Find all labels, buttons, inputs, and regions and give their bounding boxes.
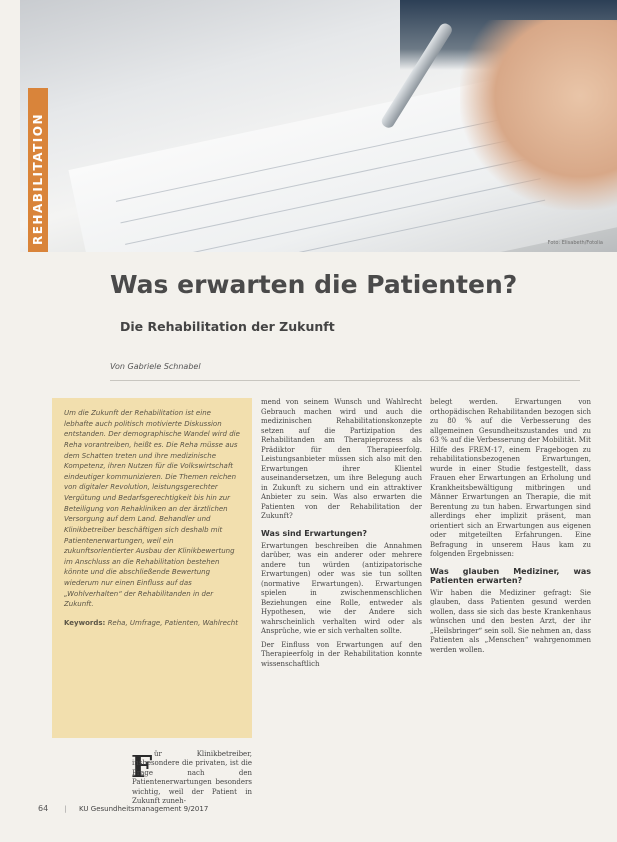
keywords <box>64 618 240 629</box>
journal-name: KU Gesundheitsmanagement 9/2017 <box>79 805 209 813</box>
col2-heading-1: Was sind Erwartungen? <box>261 528 368 538</box>
keywords-value: Reha, Umfrage, Patienten, Wahlrecht <box>107 618 238 627</box>
article-title: Was erwarten die Patienten? <box>110 270 518 299</box>
drop-cap: F <box>131 750 153 785</box>
keywords-label: Keywords: <box>64 618 106 627</box>
col3-paragraph-2: Wir haben die Mediziner gefragt: Sie glauben, dass Patienten gesund werden wollen, dass sie sich das beste Krankenhaus wünschen und den besten Arzt, der ihr „Heilsbringer“ sein soll. Sie nehmen an, dass Patienten als „Menschen“ wahrgenommen werden wollen. <box>430 588 591 654</box>
col2-paragraph-1: mend von seinem Wunsch und Wahlrecht Gebrauch machen wird und auch die medizinischen Rehabilitationskonzepte setzen auf die Partizipation des Rehabilitanden am Therapieprozess als Prädiktor für den Therapieerfolg. Leistungsanbieter müssen sich also mit den Erwartungen ihrer Klientel auseinandersetzen, um ihre Belegung auch in Zukunft zu sichern und ein attraktiver Anbieter zu sein. Was also erwarten die Patienten von der Rehabilitation der Zukunft? <box>261 398 422 521</box>
article-author: Von Gabriele Schnabel <box>110 362 201 371</box>
body-column-2 <box>261 398 422 673</box>
body-column-3 <box>430 398 591 659</box>
header-photo <box>20 0 617 252</box>
section-tab-label: REHABILITATION <box>31 113 45 245</box>
author-divider <box>110 380 580 381</box>
footer-separator: | <box>64 805 67 813</box>
photo-credit: Foto: Elisabeth/Fotolia <box>547 240 603 246</box>
abstract-text: Um die Zukunft der Rehabilitation ist eine lebhafte auch politisch motivierte Diskussion entstanden. Der demographische Wandel wird die Reha vorantreiben, heißt es. Die Reha müsse aus dem Schatten treten und ihre medizinische Kompetenz, ihren Nutzen für die Volkswirtschaft eindeutiger kommunizieren. Die Themen reichen von digitaler Revolution, leistungsgerechter Vergütung und Bedarfsgerechtigkeit bis hin zur Beteiligung von Rehakliniken an der ärztlichen Versorgung auf dem Land. Behandler und Klinikbetreiber beschäftigen sich deshalb mit Patientenerwartungen, weil ein zukunftsorientierter Ausbau der Klinikbewertung im Anschluss an die Rehabilitation bestehen könnte und die abschließende Bewertung wiederum nur einen Einfluss auf das „Wohlverhalten“ der Rehabilitanden in der Zukunft. <box>64 409 240 609</box>
page-footer <box>38 804 208 813</box>
intro-paragraph: ür Klinikbetreiber, insbesondere die privaten, ist die Frage nach den Patientenerwartungen besonders wichtig, weil der Patient in Zukunft zuneh- <box>132 750 252 806</box>
photo-hand <box>460 20 617 210</box>
col2-paragraph-2: Erwartungen beschreiben die Annahmen darüber, was ein anderer oder mehrere andere tun würden (antizipatorische Erwartungen) oder was sie tun sollten (normative Erwartungen). Erwartungen spielen in zwischenmenschlichen Beziehungen eine Rolle, entweder als Hypothesen, wie der Andere sich wahrscheinlich verhalten wird oder als Ansprüche, wie er sich verhalten sollte. <box>261 541 422 636</box>
article-subtitle: Die Rehabilitation der Zukunft <box>120 319 335 334</box>
page-number: 64 <box>38 804 49 813</box>
col3-paragraph-1: belegt werden. Erwartungen von orthopädischen Rehabilitanden bezogen sich zu 80 % auf die Verbesserung des allgemeinen Gesundheitszustandes und zu 63 % auf die Verbesserung der Mobilität. Mit Hilfe des FREM-17, einem Fragebogen zu rehabilitationsbezogenen Erwartungen, wurde in einer Studie festgestellt, dass Frauen eher Erwartungen an Erholung und Krankheitsbewältigung mitbringen und Männer Erwartungen an Therapie, die mit Berentung zu tun haben. Erwartungen sind allerdings eher implizit präsent, man orientiert sich an Erwartungen aus eigenen oder mitgeteilten Erfahrungen. Eine Befragung in unserem Haus kam zu folgenden Ergebnissen: <box>430 398 591 559</box>
abstract-box <box>52 398 252 738</box>
col3-heading-1: Was glauben Mediziner, was Patienten erwarten? <box>430 566 591 585</box>
col2-paragraph-3: Der Einfluss von Erwartungen auf den Therapieerfolg in der Rehabilitation konnte wissenschaftlich <box>261 640 422 668</box>
